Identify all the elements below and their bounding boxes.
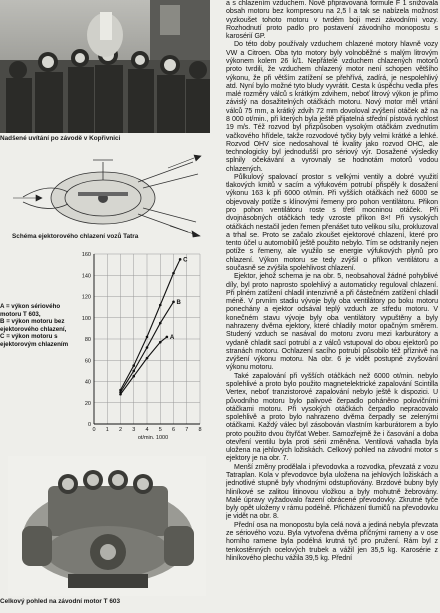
x-axis-unit: ot/min. 1000 [137,435,169,441]
engine-photo-image [8,456,206,596]
x-tick-label: 8 [198,427,202,433]
x-tick-label: 6 [171,427,176,433]
series-point-a [166,336,169,339]
engine-caption: Celkový pohled na závodní motor T 603 [0,598,121,605]
article-paragraph: Také zapalování při vyšších otáčkách než 6000 ot/min. nebylo spolehlivé a proto bylo použito magnetelektrické zapalování Scintilla Vertex, neboť tranzistorové zapalování nebylo ještě k dispozici. U původního motoru bylo palivové čerpadlo poháněno polovičními otáčkami motoru. Při vysokých otáčkách čerpadlo nepracovalo spolehlivě a proto bylo nahrazeno dvěma čerpadly se zelenými otáčkami. Každý válec byl zásobován vlastním karburátorem a bylo proto použito dvou čtyřčat Weber. Samozřejmě že i časování a doba otevření ventilu byla proti sérii změněna. Ventilová vahadla byla uložena na jehlových ložiskách. Celkový pohled na závodní motor s ejektory je na obr. 7. [226,372,438,463]
crowd-caption: Nadšené uvítání po závodě v Kopřivnici [0,135,121,142]
left-column [0,0,210,613]
y-tick-label: 160 [81,252,91,258]
y-tick-label: 80 [84,337,91,343]
series-point-a [146,357,149,360]
article-paragraph: Půlkulový spalovací prostor s velkými ventily a dobré využití tlakových kmitů v sacím a výfukovém potrubí přispěly k dosažení výkonu 163 k při 6000 ot/min. Při vyšších otáčkách než 6000 se objevovaly potíže s klínovými řemeny pro pohon ventilátoru. Přikon pro pohon ventilátoru roste s třetí mocninou otáček. Při dvojnásobných otáčkách tedy vzroste příkon 8×! Při vysokých otáčkách nestačil jeden řemen přenášet tuto velikou sílu, prokluzoval a trhal se. Proto se začalo zkoušet ejektorové chlazení, které pro tento účel u automobilů ještě použito nebylo. Tím se odstranily nejen potíže s řemeny, ale využilo se energie výfukových plynů pro chlazení. Výkon motoru se tedy zvýšil o příkon ventilátoru a současně se zvýšila spolehlivost chlazení. [226,173,438,272]
series-point-c [146,336,149,339]
legend-item-a: A = výkon sériového motoru T 603, [0,303,61,318]
series-line-c [121,259,181,390]
cooling-schematic [8,152,203,240]
power-chart-svg [70,246,206,446]
y-tick-label: 40 [84,379,91,386]
series-point-b [172,301,175,304]
series-point-c [159,304,162,307]
legend-item-b: B = výkon motoru bez ejektorového chlazení, [0,318,67,333]
y-tick-label: 0 [87,422,91,428]
series-point-a [159,341,162,344]
y-tick-label: 20 [84,400,91,407]
x-tick-label: 5 [158,427,162,433]
series-point-c [119,389,122,392]
series-point-c [132,364,135,367]
article-text [226,0,438,613]
series-label-a: A [169,334,175,341]
article-paragraph: a s chlazením vzduchem. Nově připravovaná formule F 1 snižovala obsah motoru bez kompresoru na 2,5 l a tak se nabízela možnost vyzkoušet tohoto motoru v tvrdém boji mezi závodními vozy. Rozhodnutí proto padlo pro postavení závodního monopostu s karosérií GP. [226,0,438,41]
series-point-b [159,322,162,325]
x-tick-label: 2 [118,427,123,433]
article-paragraph: Menší změny prodělala i převodovka a rozvodka, převzatá z vozu Tatraplan. Kola v převodovce byla uložena na jehlových ložiskách a jednotlivé stupně byly vhodnými odstupňovány. Brzdové bubny byly hliníkové se zalitou litinovou vložkou a byly mohutně žebrovány. Malé úpravy vyžadovalo řazení obrácené převodovky. Zkrutné tyče byly opět uloženy v rámu podélně. Přicházení tlumičů na převodovku je vidět na obr. 8. [226,463,438,521]
y-tick-label: 60 [84,358,91,365]
x-tick-label: 7 [185,427,189,433]
x-tick-label: 0 [92,427,96,433]
series-label-b: B [176,299,181,306]
y-tick-label: 120 [81,294,91,301]
article-paragraph: Ejektor, jehož schema je na obr. 5, neobsahoval žádné pohyblivé díly, byl proto naprosto spolehlivý a automaticky reguloval chlazení. Při plném zatížení chladil intenzivně a při částečném zatížení chladil méně. V prvním stadiu vývoje byly oba ventilátory po boku motoru ponechány a ejektor odsával teplý vzduch ze středu motoru. V konečném stavu vývoje byly oba ventilátory vypuštěny a byly nahrazeny dvěma ejektory, které chladily motor opačným směrem. Studený vzduch se nasával do motoru zvoru mezi karburátory a vydaně chladit sací potrubí a z válců vstupoval do obou ejektorů po stranách motoru. Ochlazení sacího potrubí působilo též příznivě na zvýšení výkonu motoru. Na obr. 6 je vidět postupné zvyšování výkonu motoru. [226,273,438,372]
legend-item-c: C = výkon motoru s ejektorovým chlazením [0,333,69,348]
series-point-a [132,375,135,378]
x-tick-label: 1 [105,427,109,433]
article-paragraph: Přední osa na monopostu byla celá nová a jediná nebyla převzata ze sériového vozu. Byla vytvořena dvěma příčnými rameny a v ose horního ramene byla podélná krutná tyč pro pružení. Rám byl z tenkostěnných ocelových trubek a vážil jen 35,5 kg. Karosérie z hliníkového plechu vážila 39,5 kg. Přední [226,521,438,562]
chart-legend [0,303,70,349]
series-line-a [121,337,167,394]
series-point-c [179,258,182,261]
ejector-schematic-drawing [8,152,203,240]
cooling-caption: Schéma ejektorového chlazení vozů Tatra [12,233,139,240]
series-point-b [132,370,135,373]
crowd-photo-image [0,0,210,133]
x-tick-label: 3 [132,427,136,433]
power-chart [70,246,206,446]
x-tick-label: 4 [145,427,149,433]
crowd-photo [0,0,210,133]
series-label-c: C [183,257,188,264]
y-tick-label: 140 [81,273,91,280]
y-tick-label: 100 [81,315,91,322]
article-paragraph: Do této doby používaly vzduchem chlazené motory hlavně vozy VW a Citroen. Oba tyto motory byly volnoběžné s malým litrovým výkonem kolem 26 k/1. Nepřátelé vzduchem chlazených motorů proto tvrdili, že vzduchem chlazený motor není schopen většího výkonu, že při větším zatížení se přehřívá, zadírá, je nespolehlivý atd. Nyní bylo možné tyto bludy vyvrátit. Cesta k úspěchu vedla přes malé rozměry válců s krátkým zdvihem, neboť litrový výkon je přímo závislý na dosažitelných otáčkách motoru. Nový motor měl vrtání válců 75 mm, a krátký zdvih 72 mm dovoloval zvýšení otáček až na 8 000 ot/min., při kterých byla ještě přijatelná střední pístová rychlost 19 m/s. Též rozvod byl přizpůsoben vysokým otáčkám zvednutím vačkového hřídele, takže rozvodové tyčky byly velmi krátké a lehké. Rozvod OHV sice nedosahoval té kvality jako rozvod OHC, ale technologicky byl jednodušší pro sériový výr. Dosažené výsledky splnily očekávání a vyrovnaly se hodnotám motorů vodou chlazených. [226,41,438,173]
series-point-b [146,346,149,349]
series-point-c [172,272,175,275]
engine-photo [8,456,206,596]
